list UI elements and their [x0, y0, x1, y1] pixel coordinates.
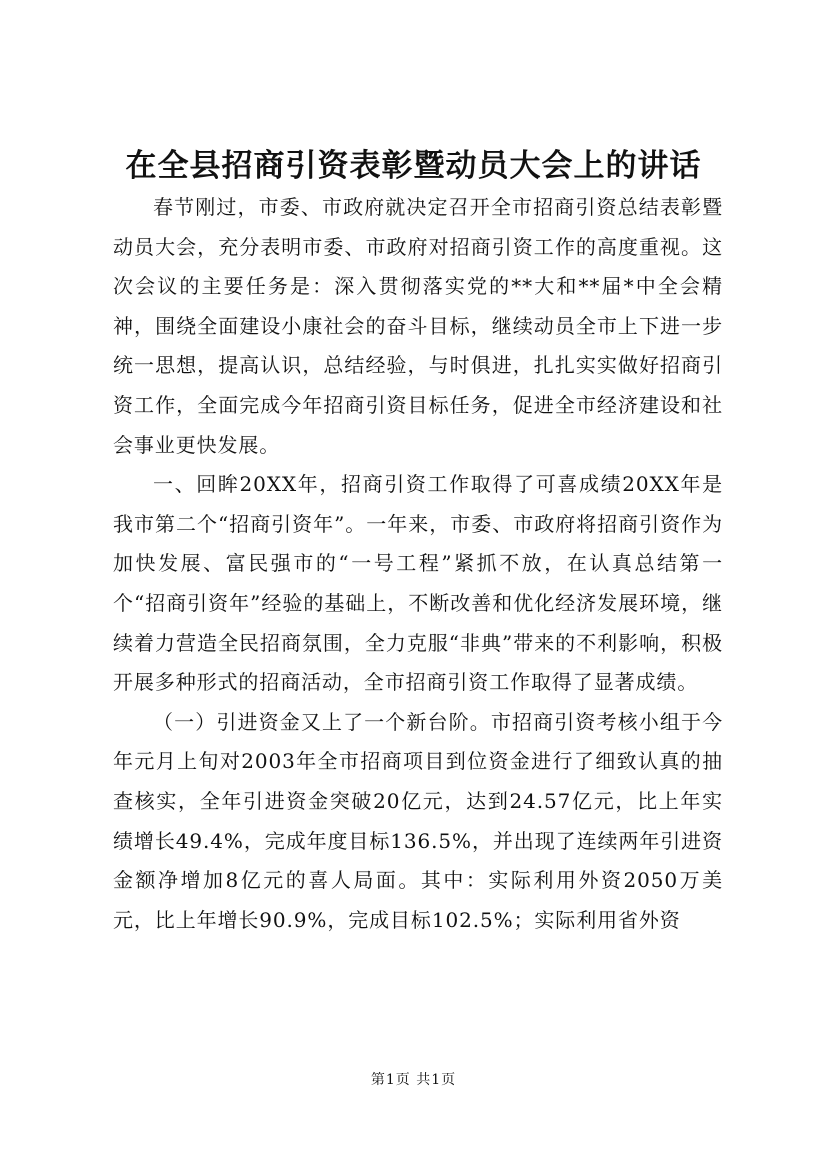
paragraph-section-one: 一、回眸20XX年，招商引资工作取得了可喜成绩20XX年是我市第二个“招商引资年”。一年来，市委、市政府将招商引资作为加快发展、富民强市的“一号工程”紧抓不放，在认真总结第一个“招商引资年”经验的基础上，不断改善和优化经济发展环境，继续着力营造全民招商氛围，全力克服“非典”带来的不利影响，积极开展多种形式的招商活动，全市招商引资工作取得了显著成绩。 [113, 472, 723, 695]
paragraph-intro: 春节刚过，市委、市政府就决定召开全市招商引资总结表彰暨动员大会，充分表明市委、市政府对招商引资工作的高度重视。这次会议的主要任务是：深入贯彻落实党的**大和**届*中全会精神，围绕全面建设小康社会的奋斗目标，继续动员全市上下进一步统一思想，提高认识，总结经验，与时俱进，扎扎实实做好招商引资工作，全面完成今年招商引资目标任务，促进全市经济建设和社会事业更快发展。 [113, 195, 723, 457]
page-number-footer: 第1页 共1页 [370, 1072, 457, 1088]
document-body [113, 188, 723, 940]
document-title: 在全县招商引资表彰暨动员大会上的讲话 [125, 148, 702, 184]
paragraph-subsection-one: （一）引进资金又上了一个新台阶。市招商引资考核小组于今年元月上旬对2003年全市招商项目到位资金进行了细致认真的抽查核实，全年引进资金突破20亿元，达到24.57亿元，比上年实绩增长49.4%，完成年度目标136.5%，并出现了连续两年引进资金额净增加8亿元的喜人局面。其中：实际利用外资2050万美元，比上年增长90.9%，完成目标102.5%；实际利用省外资 [113, 709, 723, 932]
